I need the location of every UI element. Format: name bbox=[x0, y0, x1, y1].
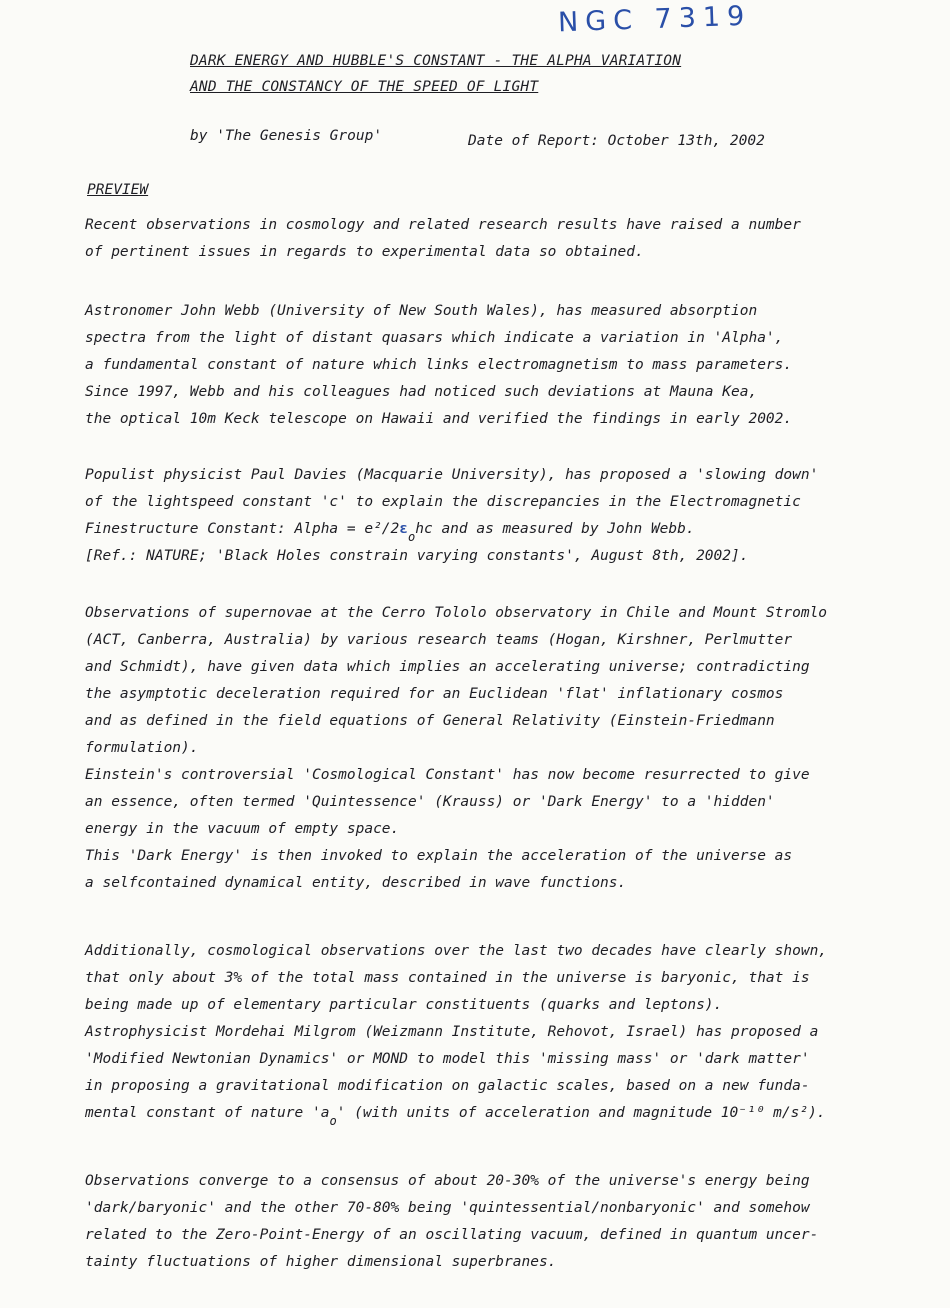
text-line: the asymptotic deceleration required for an Euclidean 'flat' inflationary cosmos bbox=[85, 686, 784, 702]
text-line: the optical 10m Keck telescope on Hawaii and verified the findings in early 2002. bbox=[85, 411, 793, 427]
author-byline: by 'The Genesis Group' bbox=[190, 128, 383, 144]
text-line: Astrophysicist Mordehai Milgrom (Weizmann Institute, Rehovot, Israel) has proposed a bbox=[85, 1024, 819, 1040]
text-line: Observations of supernovae at the Cerro Tololo observatory in Chile and Mount Stromlo bbox=[85, 605, 828, 621]
text-line: being made up of elementary particular constituents (quarks and leptons). bbox=[85, 997, 723, 1013]
text-line: and as defined in the field equations of General Relativity (Einstein-Friedmann bbox=[85, 713, 775, 729]
text-line: Additionally, cosmological observations over the last two decades have clearly shown, bbox=[85, 943, 828, 959]
handwritten-annotation: NGC 7319 bbox=[557, 0, 752, 39]
paragraph-intro bbox=[85, 212, 801, 266]
paragraph-webb bbox=[85, 298, 792, 433]
text-line: This 'Dark Energy' is then invoked to explain the acceleration of the universe as bbox=[85, 848, 793, 864]
paragraph-consensus bbox=[85, 1168, 818, 1276]
text-line: and Schmidt), have given data which implies an accelerating universe; contradicting bbox=[85, 659, 810, 675]
text-line: (ACT, Canberra, Australia) by various research teams (Hogan, Kirshner, Perlmutter bbox=[85, 632, 793, 648]
report-title bbox=[190, 48, 681, 100]
text-line: formulation). bbox=[85, 740, 199, 756]
text-line: 'Modified Newtonian Dynamics' or MOND to model this 'missing mass' or 'dark matter' bbox=[85, 1051, 810, 1067]
text-line: a selfcontained dynamical entity, described in wave functions. bbox=[85, 875, 627, 891]
title-line-1: DARK ENERGY AND HUBBLE'S CONSTANT - THE ALPHA VARIATION bbox=[190, 53, 682, 69]
constant-text-b: ' (with units of acceleration and magnitude 10⁻¹⁰ m/s²). bbox=[336, 1105, 826, 1121]
text-line: Since 1997, Webb and his colleagues had noticed such deviations at Mauna Kea, bbox=[85, 384, 758, 400]
section-heading-preview: PREVIEW bbox=[87, 182, 149, 198]
text-line: in proposing a gravitational modification on galactic scales, based on a new funda- bbox=[85, 1078, 810, 1094]
paragraph-dark-energy bbox=[85, 762, 810, 897]
text-line: an essence, often termed 'Quintessence' (Krauss) or 'Dark Energy' to a 'hidden' bbox=[85, 794, 775, 810]
report-date: Date of Report: October 13th, 2002 bbox=[468, 133, 765, 149]
equation-text-a: Finestructure Constant: Alpha = e²/2 bbox=[85, 521, 400, 537]
equation-line bbox=[85, 516, 818, 543]
constant-text-a: mental constant of nature 'a bbox=[85, 1105, 330, 1121]
text-line: of the lightspeed constant 'c' to explain the discrepancies in the Electromagnetic bbox=[85, 494, 801, 510]
subscript-o: o bbox=[408, 530, 416, 544]
text-line: 'dark/baryonic' and the other 70-80% being 'quintessential/nonbaryonic' and somehow bbox=[85, 1200, 810, 1216]
text-line: Observations converge to a consensus of about 20-30% of the universe's energy being bbox=[85, 1173, 810, 1189]
paragraph-mond bbox=[85, 938, 827, 1127]
text-line: related to the Zero-Point-Energy of an oscillating vacuum, defined in quantum uncer- bbox=[85, 1227, 819, 1243]
constant-line bbox=[85, 1100, 827, 1127]
title-line-2: AND THE CONSTANCY OF THE SPEED OF LIGHT bbox=[190, 79, 539, 95]
reference-line: [Ref.: NATURE; 'Black Holes constrain varying constants', August 8th, 2002]. bbox=[85, 548, 749, 564]
text-line: Einstein's controversial 'Cosmological Constant' has now become resurrected to give bbox=[85, 767, 810, 783]
equation-text-b: hc and as measured by John Webb. bbox=[415, 521, 695, 537]
text-line: Populist physicist Paul Davies (Macquarie University), has proposed a 'slowing down' bbox=[85, 467, 819, 483]
subscript-o: o bbox=[329, 1114, 337, 1128]
text-line: Recent observations in cosmology and related research results have raised a number bbox=[85, 217, 801, 233]
epsilon-symbol: ε bbox=[399, 521, 409, 537]
text-line: of pertinent issues in regards to experimental data so obtained. bbox=[85, 244, 644, 260]
text-line: Astronomer John Webb (University of New South Wales), has measured absorption bbox=[85, 303, 758, 319]
text-line: tainty fluctuations of higher dimensional superbranes. bbox=[85, 1254, 557, 1270]
paragraph-supernovae bbox=[85, 600, 827, 762]
text-line: a fundamental constant of nature which links electromagnetism to mass parameters. bbox=[85, 357, 793, 373]
paragraph-davies bbox=[85, 462, 818, 570]
text-line: spectra from the light of distant quasars which indicate a variation in 'Alpha', bbox=[85, 330, 784, 346]
text-line: energy in the vacuum of empty space. bbox=[85, 821, 400, 837]
text-line: that only about 3% of the total mass contained in the universe is baryonic, that is bbox=[85, 970, 810, 986]
